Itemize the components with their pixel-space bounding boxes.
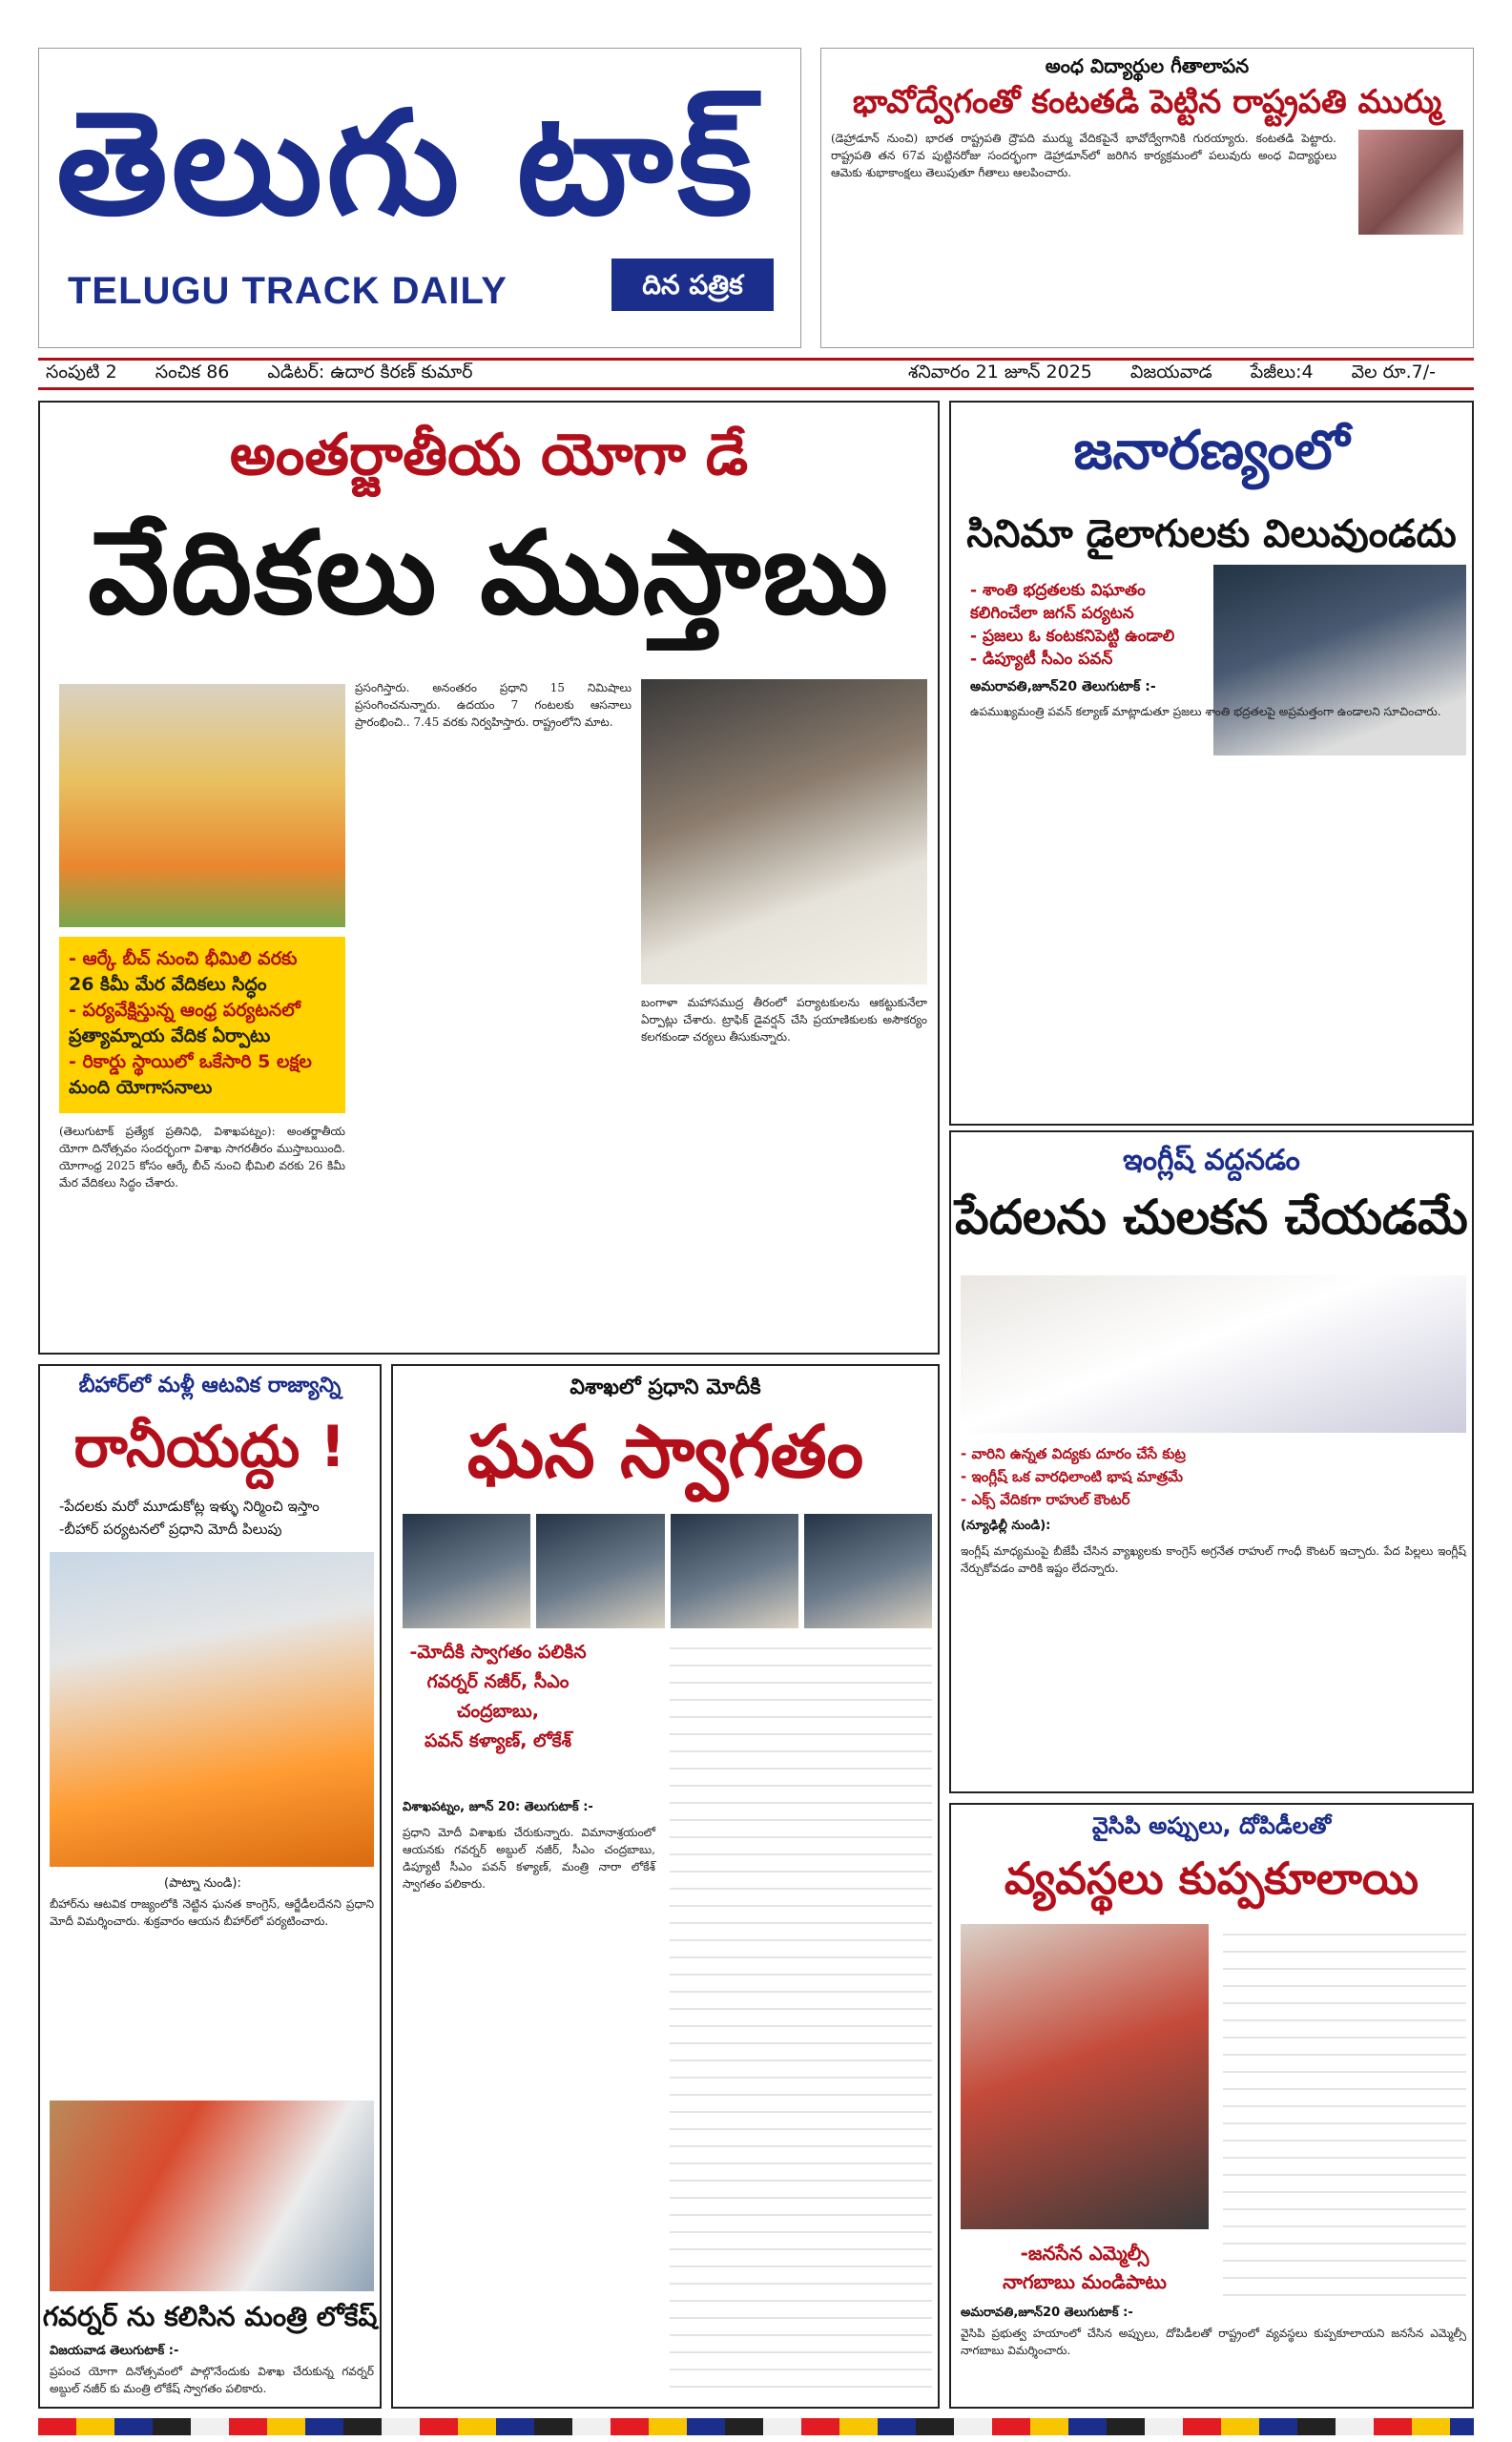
ysr-dateline: అమరావతి,జూన్‌20 తెలుగుటాక్‌ :- (961, 2306, 1133, 2320)
yoga-body-col3: బంగాళా మహాసముద్ర తీరంలో పర్యాటకులను ఆకట్టుకునేలా ఏర్పాట్లు చేశారు. ట్రాఫిక్‌ డైవర్షన్‌ చేసి ప్రయాణికులకు అసౌకర్యం కలగకుండా చర్యలు తీసుకున్నారు. (641, 996, 927, 1044)
issue-info-strip (38, 358, 1474, 390)
yoga-bullet: - పర్యవేక్షిస్తున్న ఆంధ్ర పర్యటనలో (69, 1000, 300, 1021)
yoga-bullet: - ఆర్కే బీచ్‌ నుంచి భీమిలి వరకు (69, 948, 298, 969)
issue-label: సంచిక 86 (155, 361, 230, 383)
top-story-body: (డెహ్రాడూన్‌ నుంచి) భారత రాష్ట్రపతి ద్రౌపది ముర్ము వేదికపైనే భావోద్వేగానికి గురయ్యారు. కంటతడి పెట్టారు. రాష్ట్రపతి తన 67వ పుట్టినరోజు సందర్భంగా డెహ్రాడూన్‌లో జరిగిన కార్యక్రమంలో పలువురు అంధ విద్యార్థులు ఆమెకు శుభాకాంక్షలు తెలుపుతూ గీతాలు ఆలపించారు. (831, 132, 1336, 179)
janaranyam-dateline: అమరావతి,జూన్‌20 తెలుగుటాక్‌ :- (970, 679, 1156, 694)
ysr-body-col2 (1223, 1924, 1466, 2301)
governor-headline: గవర్నర్‌ ను కలిసిన మంత్రి లోకేష్‌ (42, 2301, 378, 2332)
janaranyam-bullet: - ప్రజలు ఓ కంటకనిపెట్టి ఉండాలి (970, 627, 1175, 646)
ysr-headline: వ్యవస్థలు కుప్పకూలాయి (1004, 1852, 1419, 1904)
modi-bihar-photo (50, 1552, 374, 1867)
editor-label: ఎడిటర్‌: ఉదార కిరణ్‌ కుమార్‌ (267, 361, 473, 383)
city-label: విజయవాడ (1129, 361, 1212, 383)
date-label: శనివారం 21 జూన్‌ 2025 (908, 361, 1092, 383)
bihar-kicker: బీహార్‌లో మళ్లీ ఆటవిక రాజ్యాన్ని (78, 1374, 342, 1397)
welcome-body-col1: ప్రధాని మోదీ విశాఖకు చేరుకున్నారు. విమానాశ్రయంలో ఆయనకు గవర్నర్‌ అబ్దుల్‌ నజీర్‌, సీఎం చంద్రబాబు, డిప్యూటీ సీఎం పవన్‌ కళ్యాణ్‌, మంత్రి నారా లోకేశ్‌ స్వాగతం పలికారు. (403, 1826, 655, 1891)
welcome-story (391, 1364, 940, 2409)
welcome-photo (671, 1514, 798, 1628)
english-dateline: (న్యూఢిల్లీ నుండి): (961, 1519, 1051, 1533)
top-story-headline: భావోద్వేగంతో కంటతడి పెట్టిన రాష్ట్రపతి ముర్ము (852, 83, 1442, 121)
welcome-caption-line: గవర్నర్‌ నజీర్‌, సీఎం చంద్రబాబు, (426, 1671, 570, 1722)
welcome-caption-line: -మోదీకి స్వాగతం పలికిన (409, 1642, 587, 1663)
janaranyam-bullet: కలిగించేలా జగన్‌ పర్యటన (970, 604, 1134, 623)
english-medium-story (949, 1130, 1474, 1793)
welcome-caption-line: పవన్‌ కళ్యాణ్‌, లోకేశ్‌ (424, 1730, 572, 1751)
english-kicker: ఇంగ్లీష్‌ వద్దనడం (1123, 1144, 1300, 1177)
english-highlights (961, 1442, 1209, 1511)
yoga-bullet: మంది యోగాసనాలు (69, 1077, 213, 1098)
pages-label: పేజీలు:4 (1250, 361, 1314, 383)
welcome-headline: ఘన స్వాగతం (466, 1409, 864, 1494)
governor-dateline: విజయవాడ తెలుగుటాక్‌ :- (50, 2344, 179, 2358)
english-body: ఇంగ్లీష్‌ మాధ్యమంపై బీజేపీ చేసిన వ్యాఖ్యలకు కాంగ్రెస్‌ అగ్రనేత రాహుల్‌ గాంధీ కౌంటర్‌ ఇచ్చారు. పేద పిల్లలు ఇంగ్లీష్‌ నేర్చుకోవడం వారికి ఇష్టం లేదన్నారు. (961, 1544, 1466, 1575)
yoga-kicker: అంతర్జాతీయ యోగా డే (229, 422, 749, 488)
janaranyam-headline: సినిమా డైలాగులకు విలువుండదు (966, 512, 1457, 556)
english-bullet: - ఇంగ్లీష్‌ ఒక వారధిలాంటి భాష మాత్రమే (961, 1468, 1183, 1485)
top-story-photo (1358, 130, 1463, 235)
janaranyam-highlights (970, 579, 1199, 671)
janaranyam-story (949, 401, 1474, 1126)
yoga-headline: వేదికలు ముస్తాబు (88, 507, 890, 640)
janaranyam-body: ఉపముఖ్యమంత్రి పవన్‌ కల్యాణ్‌ మాట్లాడుతూ ప్రజలు శాంతి భద్రతలపై అప్రమత్తంగా ఉండాలని సూచించారు. (970, 705, 1441, 718)
ysr-kicker: వైసిపి అప్పులు, దోపిడీలతో (1091, 1812, 1332, 1839)
yoga-bullet: 26 కిమీ మేర వేదికలు సిద్ధం (69, 974, 267, 995)
logo-english-subtitle: TELUGU TRACK DAILY (68, 270, 507, 312)
governor-body: ప్రపంచ యోగా దినోత్సవంలో పాల్గొనేందుకు విశాఖ చేరుకున్న గవర్నర్‌ అబ్దుల్‌ నజీర్‌ కు మంత్రి లోకేష్‌ స్వాగతం పలికారు. (50, 2365, 374, 2395)
english-bullet: - వారిని ఉన్నత విద్యకు దూరం చేసే కుట్ర (961, 1445, 1187, 1462)
print-color-bar (38, 2418, 1474, 2435)
volume-label: సంపుటి 2 (46, 361, 117, 383)
english-headline: పేదలను చులకన చేయడమే (955, 1190, 1468, 1245)
price-label: వెల రూ.7/- (1351, 361, 1436, 383)
welcome-photo (403, 1514, 530, 1628)
janaranyam-bullet: - డిప్యూటీ సీఎం పవన్‌ (970, 650, 1113, 669)
bihar-subhead: -బీహార్‌ పర్యటనలో ప్రధాని మోదీ పిలుపు (59, 1521, 282, 1538)
welcome-dateline: విశాఖపట్నం, జూన్‌ 20: తెలుగుటాక్‌ :- (403, 1800, 593, 1814)
welcome-body-col2 (670, 1638, 932, 2396)
ysr-body: వైసిపి ప్రభుత్వ హయాంలో చేసిన అప్పులు, దోపిడీలతో రాష్ట్రంలో వ్యవస్థలు కుప్పకూలాయని జనసేన ఎమ్మెల్సీ నాగబాబు విమర్శించారు. (961, 2327, 1466, 2357)
top-story (820, 48, 1474, 348)
nagababu-photo (961, 1924, 1209, 2229)
chandrababu-yoga-photo (641, 679, 927, 984)
yoga-highlights (59, 937, 345, 1113)
bihar-subhead: -పేదలకు మరో మూడుకోట్ల ఇళ్ళు నిర్మించి ఇస్తాం (59, 1498, 320, 1515)
bihar-body: బీహార్‌ను ఆటవిక రాజ్యంలోకి నెట్టిన ఘనత కాంగ్రెస్‌, ఆర్జేడీలదేనని ప్రధాని మోదీ విమర్శించారు. శుక్రవారం ఆయన బీహార్‌లో పర్యటించారు. (50, 1897, 374, 1928)
welcome-caption (403, 1638, 593, 1790)
top-story-kicker: అంధ విద్యార్థుల గీతాలాపన (1045, 54, 1250, 77)
governor-lokesh-photo (50, 2101, 374, 2291)
bihar-subheads (59, 1495, 320, 1541)
rahul-gandhi-photo (961, 1275, 1466, 1433)
logo-tagline: దిన పత్రిక (611, 259, 774, 311)
ysr-story (949, 1803, 1474, 2409)
masthead-logo (38, 48, 801, 348)
yoga-body-col1: (తెలుగుటాక్‌ ప్రత్యేక ప్రతినిధి, విశాఖపట్నం): అంతర్జాతీయ యోగా దినోత్సవం సందర్భంగా విశాఖ సాగరతీరం ముస్తాబయింది. యోగాంధ్ర 2025 కోసం ఆర్కే బీచ్‌ నుంచి భీమిలి వరకు 26 కిమీ మేర వేదికలు సిద్ధం చేశారు. (59, 1125, 345, 1190)
ysr-caption-line: -జనసేన ఎమ్మెల్సీ (1020, 2242, 1150, 2265)
ysr-caption (961, 2239, 1209, 2296)
janaranyam-kicker: జనారణ్యంలో (1073, 420, 1350, 482)
yoga-bullet: - రికార్డు స్థాయిలో ఒకేసారి 5 లక్షల (69, 1051, 312, 1072)
bihar-headline: రానీయద్దు ! (73, 1414, 346, 1480)
english-bullet: - ఎక్స్‌ వేదికగా రాహుల్‌ కౌంటర్‌ (961, 1491, 1130, 1508)
janaranyam-bullet: - శాంతి భద్రతలకు విఘాతం (970, 581, 1146, 600)
yoga-body-col2: ప్రసంగిస్తారు. అనంతరం ప్రధాని 15 నిమిషాలు ప్రసంగించనున్నారు. ఉదయం 7 గంటలకు ఆసనాలు ప్రారంభించి.. 7.45 వరకు నిర్వహిస్తారు. రాష్ట్రంలోని మాట. (355, 681, 632, 729)
yoga-day-story (38, 401, 940, 1355)
modi-yoga-photo (59, 684, 345, 927)
bihar-dateline: (పాట్నా నుండి): (164, 1876, 241, 1891)
yoga-bullet: ప్రత్యామ్నాయ వేదిక ఏర్పాటు (69, 1025, 271, 1046)
welcome-kicker: విశాఖలో ప్రధాని మోదీకి (570, 1376, 761, 1399)
ysr-caption-line: నాగబాబు మండిపాటు (1003, 2270, 1167, 2293)
welcome-photo-strip (403, 1514, 932, 1628)
welcome-photo (804, 1514, 932, 1628)
logo-telugu-title: తెలుగు టాక్ (56, 79, 756, 247)
bihar-story (38, 1364, 382, 2409)
welcome-photo (536, 1514, 664, 1628)
